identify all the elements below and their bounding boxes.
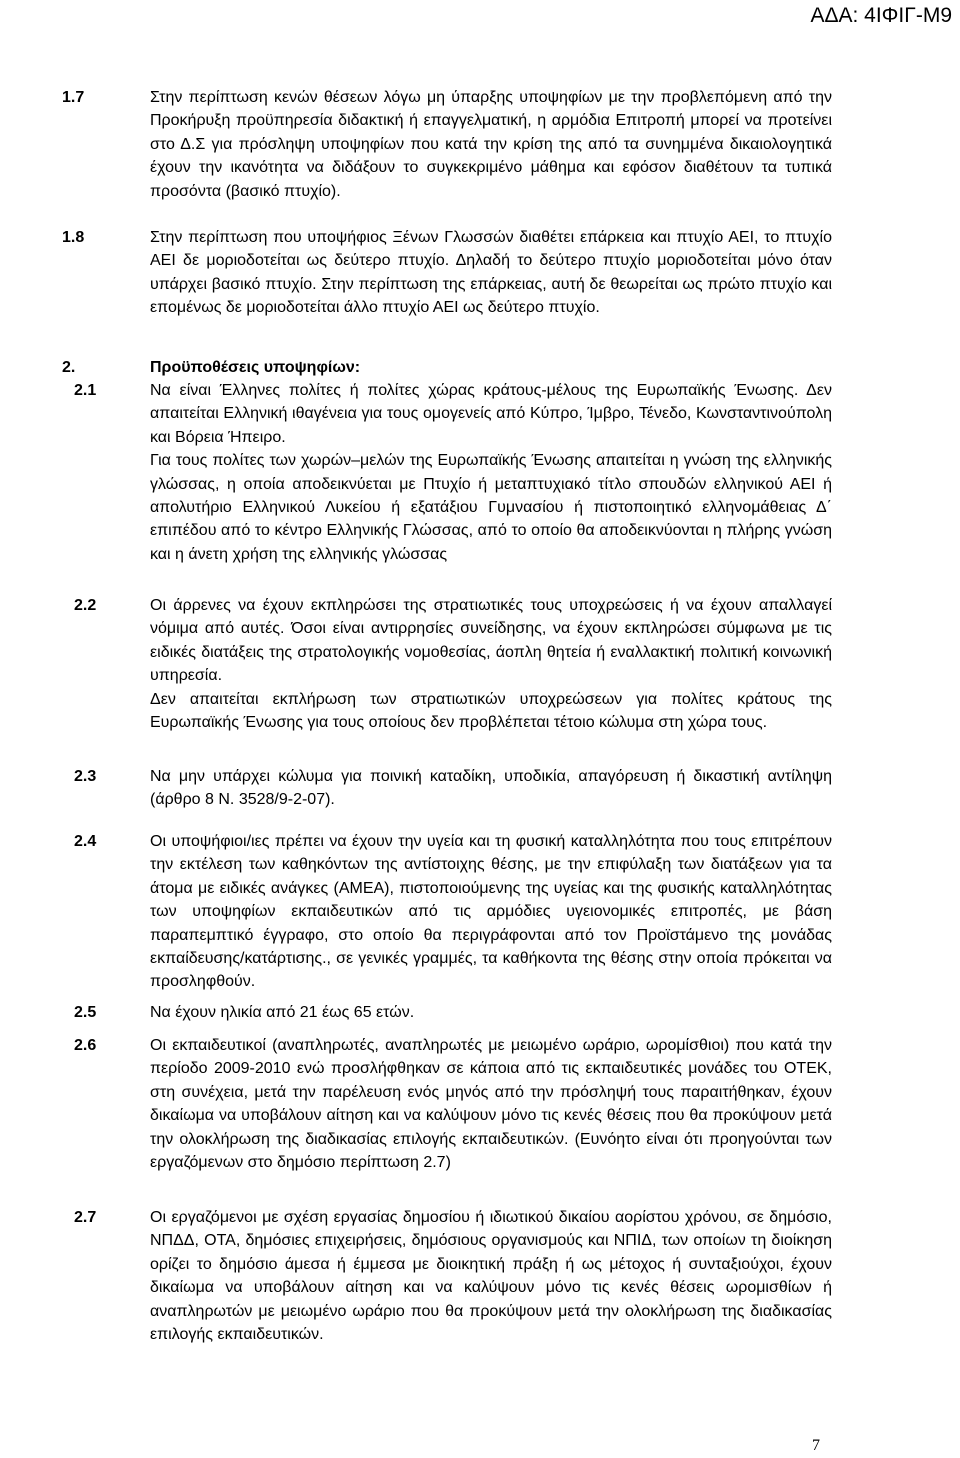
paragraph-text: Οι εργαζόμενοι με σχέση εργασίας δημοσίου ή ιδιωτικού δικαίου αορίστου χρόνου, σε δημόσιο, ΝΠΔΔ, ΟΤΑ, δημόσιες επιχειρήσεις, δημόσιους οργανισμούς και ΝΠΙΔ, των οποίων τη διοίκηση ορίζει το δημόσιο άμεσα ή έμμεσα με διοικητική πράξη ή ως μέτοχος ή συνταξιούχοι, έχουν δικαίωμα να υποβάλουν αίτηση και να καλύψουν μόνο τις κενές θέσεις ωρομισθίων ή αναπληρωτών με μειωμένο ωράριο που θα προκύψουν μετά την ολοκλήρωση της διαδικασίας επιλογής εκπαιδευτικών. <box>150 1209 832 1344</box>
paragraph-text: Να είναι Έλληνες πολίτες ή πολίτες χώρας κράτους-μέλους της Ευρωπαϊκής Ένωσης. Δεν απαιτείται Ελληνική ιθαγένεια για τους ομογενείς από Κύπρο, Ίμβρο, Τένεδο, Κωνσταντινούπολη και Βόρεια Ήπειρο. <box>150 382 832 446</box>
section-number: 2.1 <box>74 382 97 399</box>
section-number: 2.7 <box>74 1209 97 1226</box>
paragraph-text: Οι άρρενες να έχουν εκπληρώσει της στρατιωτικές τους υποχρεώσεις ή να έχουν απαλλαγεί νόμιμα από αυτές. Όσοι είναι αντιρρησίες συνείδησης, να έχουν εκπληρώσει σύμφωνα με τις ειδικές διατάξεις της στρατολογικής νομοθεσίας, άοπλη θητεία ή εναλλακτική πολιτική κοινωνική υπηρεσία. <box>150 597 832 685</box>
section-number: 2.5 <box>74 1004 97 1021</box>
section-number: 2.4 <box>74 833 97 850</box>
ada-code: ΑΔΑ: 4ΙΦΙΓ-Μ9 <box>810 4 952 27</box>
paragraph-2-2 <box>62 594 832 734</box>
paragraph-2-1 <box>62 379 832 566</box>
paragraph-2-3 <box>62 765 832 812</box>
paragraph-text: Οι εκπαιδευτικοί (αναπληρωτές, αναπληρωτές με μειωμένο ωράριο, ωρομίσθιοι) που κατά την περίοδο 2009-2010 ενώ προσλήφθηκαν σε κάποια από τις εκπαιδευτικές μονάδες του ΟΤΕΚ, στη συνέχεια, μετά την παρέλευση ενός μηνός από την πρόσληψή τους παραιτήθηκαν, έχουν δικαίωμα να υποβάλουν αίτηση και να καλύψουν μόνο τις κενές θέσεις που θα προκύψουν μετά την ολοκλήρωση της διαδικασίας επιλογής εκπαιδευτικών. (Ευνόητο είναι ότι προηγούνται των εργαζόμενων στο δημόσιο περίπτωση 2.7) <box>150 1037 832 1172</box>
section-number: 2.6 <box>74 1037 97 1054</box>
section-number: 2.2 <box>74 597 97 614</box>
paragraph-text: Να έχουν ηλικία από 21 έως 65 ετών. <box>150 1004 415 1021</box>
paragraph-text: Στην περίπτωση που υποψήφιος Ξένων Γλωσσών διαθέτει επάρκεια και πτυχίο ΑΕΙ, το πτυχίο ΑΕΙ δε μοριοδοτείται ως δεύτερο πτυχίο. Δηλαδή το δεύτερο πτυχίο μοριοδοτείται μόνο όταν υπάρχει βασικό πτυχίο. Στην περίπτωση της επάρκειας, αυτή δε θεωρείται ως πρώτο πτυχίο και επομένως δε μοριοδοτείται άλλο πτυχίο ΑΕΙ ως δεύτερο πτυχίο. <box>150 229 832 317</box>
section-number: 1.8 <box>62 229 85 246</box>
paragraph-text: Να μην υπάρχει κώλυμα για ποινική καταδίκη, υποδικία, απαγόρευση ή δικαστική αντίληψη (άρθρο 8 Ν. 3528/9-2-07). <box>150 768 832 809</box>
page-number: 7 <box>812 1437 820 1454</box>
paragraph-text: Οι υποψήφιοι/ιες πρέπει να έχουν την υγεία και τη φυσική καταλληλότητα που τους επιτρέπουν την εκτέλεση των καθηκόντων της αντίστοιχης θέσης, με την επιφύλαξη των διατάξεων για τα άτομα με ειδικές ανάγκες (ΑΜΕΑ), πιστοποιούμενης της υγείας και της φυσικής καταλληλότητας των υποψηφίων εκπαιδευτικών από τις αρμόδιες υγειονομικές επιτροπές, με βάση παραπεμπτικό έγγραφο, στο οποίο θα περιγράφονται από τον Προϊστάμενο της μονάδας εκπαίδευσης/κατάρτισης., σε γενικές γραμμές, τα καθήκοντα της θέσης στην οποία πρόκειται να προσληφθούν. <box>150 833 832 991</box>
section-number: 2.3 <box>74 768 97 785</box>
paragraph-2-4 <box>62 830 832 994</box>
paragraph-text: Για τους πολίτες των χωρών–μελών της Ευρωπαϊκής Ένωσης απαιτείται η γνώση της ελληνικής γλώσσας, η οποία αποδεικνύεται με Πτυχίο ή μεταπτυχιακό τίτλο σπουδών ελληνικού ΑΕΙ ή απολυτήριο Ελληνικού Λυκείου ή εξατάξιου Γυμνασίου ή πιστοποιητικό ελληνομάθειας Δ΄ επιπέδου από το κέντρο Ελληνικής Γλώσσας, από το οποίο θα αποδεικνύονται η πλήρης γνώση και η άνετη χρήση της ελληνικής γλώσσας <box>150 452 832 563</box>
paragraph-2-6 <box>62 1034 832 1174</box>
paragraph-1-7 <box>62 86 832 203</box>
paragraph-text: Δεν απαιτείται εκπλήρωση των στρατιωτικών υποχρεώσεων για πολίτες κράτους της Ευρωπαϊκής Ένωσης για τους οποίους δεν προβλέπεται τέτοιο κώλυμα στη χώρα τους. <box>150 690 832 732</box>
paragraph-2-5 <box>62 1001 832 1024</box>
section-number: 1.7 <box>62 89 85 106</box>
section-title: Προϋποθέσεις υποψηφίων: <box>150 359 361 376</box>
paragraph-2-7 <box>62 1206 832 1346</box>
paragraph-1-8 <box>62 226 832 320</box>
section-number: 2. <box>62 359 76 376</box>
paragraph-text: Στην περίπτωση κενών θέσεων λόγω μη ύπαρξης υποψηφίων με την προβλεπόμενη από την Προκήρυξη προϋπηρεσία διδακτική ή επαγγελματική, η αρμόδια Επιτροπή μπορεί να προτείνει στο Δ.Σ για πρόσληψη υποψηφίων που κατά την κρίση της από τα συνημμένα δικαιολογητικά έχουν την ικανότητα να διδάξουν το συγκεκριμένο μάθημα και εφόσον διαθέτουν τα τυπικά προσόντα (βασικό πτυχίο). <box>150 89 832 200</box>
section-2-heading <box>62 356 832 379</box>
